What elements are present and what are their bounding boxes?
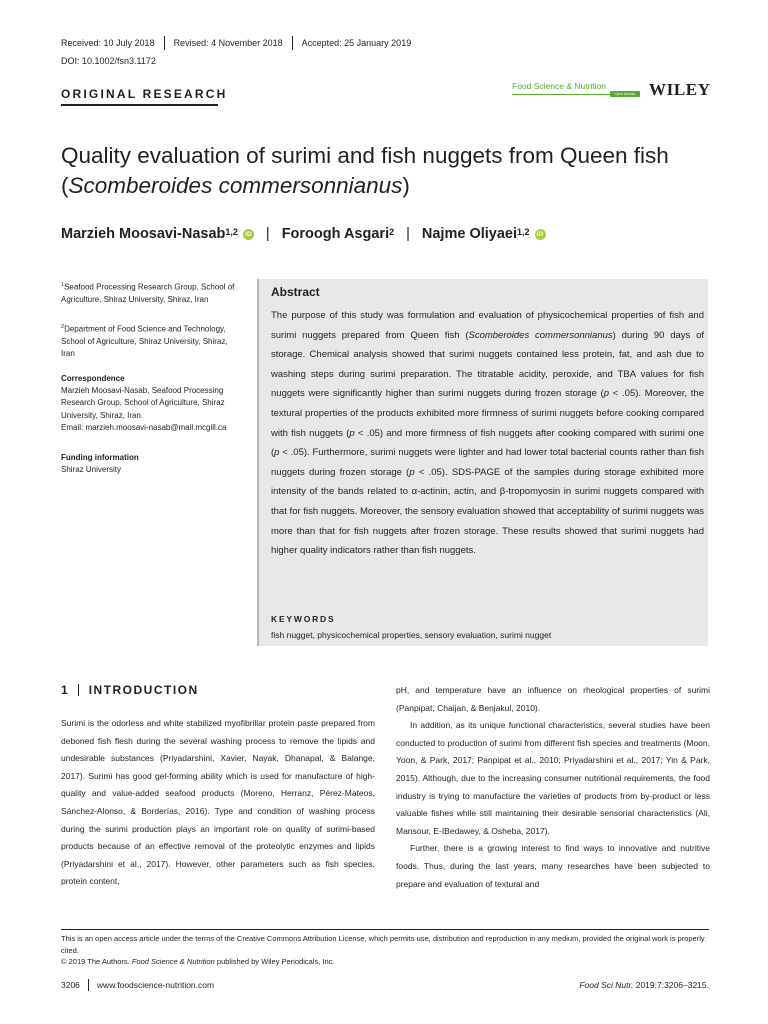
title-open-paren: ( bbox=[61, 173, 69, 198]
accepted-date: Accepted: 25 January 2019 bbox=[301, 38, 412, 48]
body-paragraph: pH, and temperature have an influence on rheological properties of surimi (Panpipat, Chaijan, & Benjakul, 2010). bbox=[396, 685, 710, 713]
p-value-symbol: p bbox=[349, 427, 355, 439]
citation-line bbox=[579, 980, 709, 990]
received-date: Received: 10 July 2018 bbox=[61, 38, 155, 48]
author-name[interactable]: Marzieh Moosavi-Nasab bbox=[61, 226, 226, 242]
abstract-box bbox=[257, 279, 708, 646]
keywords-text: fish nugget, physicochemical properties, sensory evaluation, surimi nugget bbox=[271, 630, 552, 640]
affiliation-sup: 1 bbox=[61, 282, 65, 288]
article-history bbox=[61, 36, 411, 50]
section-heading-introduction bbox=[61, 683, 199, 697]
copyright-line bbox=[61, 956, 709, 968]
orcid-icon[interactable]: iD bbox=[243, 229, 254, 240]
body-paragraph: Further, there is a growing interest to find ways to innovative and nutritive foods. Thus, during the last years, many researches have been subjected to prepare and evaluation of textural and bbox=[396, 843, 710, 889]
p-value-symbol: p bbox=[274, 447, 280, 459]
citation-journal: Food Sci Nutr. bbox=[579, 980, 634, 990]
author-affiliation-sup: 1,2 bbox=[225, 227, 238, 237]
correspondence bbox=[61, 373, 241, 434]
abstract-segment: < .05). SDS-PAGE of the samples during storage exhibited more intensity of the bands related to α-actinin, actin, and β-tropomyosin in surimi nuggets compared with that for fish nuggets. Moreover, the sensory evaluation showed that acceptability of surimi nuggets was more than that for fish nuggets after frozen storage. These results showed that surimi nuggets had higher quality indicators rather than fish nuggets. bbox=[271, 466, 704, 557]
copyright-journal: Food Science & Nutrition bbox=[131, 957, 215, 966]
author-affiliation-sup: 2 bbox=[389, 227, 395, 237]
body-column-right bbox=[396, 682, 710, 893]
open-access-label: Open Access bbox=[614, 92, 636, 96]
abstract-segment: < .05) and more firmness of fish nuggets after cooking compared with surimi one ( bbox=[271, 427, 704, 459]
revised-date: Revised: 4 November 2018 bbox=[173, 38, 283, 48]
section-heading-divider bbox=[78, 684, 79, 696]
author-affiliation-sup: 1,2 bbox=[517, 227, 530, 237]
footer-divider bbox=[88, 979, 89, 991]
affiliation-text: Department of Food Science and Technology, School of Agriculture, Shiraz University, Shiraz, Iran bbox=[61, 324, 228, 359]
abstract-segment: The purpose of this study was formulation and evaluation of physicochemical properties of fish and surimi nuggets prepared from Queen fish ( bbox=[271, 310, 704, 341]
correspondence-heading: Correspondence bbox=[61, 374, 125, 383]
page-number: 3206 bbox=[61, 980, 80, 990]
author-list bbox=[61, 226, 546, 242]
affiliation-sup: 2 bbox=[61, 324, 65, 330]
funding-text: Shiraz University bbox=[61, 465, 122, 475]
copyright-prefix: © 2019 The Authors. bbox=[61, 957, 132, 966]
page-footer bbox=[61, 979, 214, 991]
abstract-segment: < .05). Furthermore, surimi nuggets were lighter and had lower total bacterial counts rather than fish nuggets during frozen storage ( bbox=[271, 447, 704, 478]
body-paragraph: In addition, as its unique functional characteristics, several studies have been conducted to production of surimi from different fish species and treatments (Moon, Yoon, & Park, 2017; Panpipat et al., 2010; Priyadarshini et al., 2017; Yin & Park, 2015). Although, due to the increasing consumer nutritional requirements, the food industry is trying to manufacture the varieties of products from by-product or less valuable fishes while still maintaining their desirable sensorial characteristics (Ali, Mansour, E-IBedawey, & Osheba, 2017). bbox=[396, 720, 710, 836]
funding-information bbox=[61, 452, 241, 476]
title-main: Quality evaluation of surimi and fish nuggets from Queen fish bbox=[61, 143, 669, 168]
section-number: 1 bbox=[61, 683, 68, 697]
copyright-suffix: published by Wiley Periodicals, Inc. bbox=[214, 957, 335, 966]
keywords-heading: KEYWORDS bbox=[271, 614, 336, 624]
funding-heading: Funding information bbox=[61, 453, 139, 462]
section-title: INTRODUCTION bbox=[88, 683, 199, 697]
license-footnote bbox=[61, 933, 709, 968]
author-separator: | bbox=[406, 226, 410, 242]
section-underline bbox=[61, 104, 218, 106]
title-species: Scomberoides commersonnianus bbox=[68, 173, 403, 198]
article-title bbox=[61, 141, 721, 201]
citation-volume-pages: 2019;7:3206–3215. bbox=[633, 980, 709, 990]
journal-logo bbox=[512, 81, 640, 99]
p-value-symbol: p bbox=[603, 388, 609, 400]
abstract-segment: < .05). Moreover, the textural properties of the products exhibited more firmness of surimi nuggets before cooking compared with fish nuggets ( bbox=[271, 388, 704, 439]
history-divider bbox=[292, 36, 293, 50]
abstract-heading: Abstract bbox=[271, 285, 320, 299]
p-value-symbol: p bbox=[409, 466, 415, 478]
section-label: ORIGINAL RESEARCH bbox=[61, 87, 228, 101]
abstract-text bbox=[271, 306, 704, 561]
author-name[interactable]: Foroogh Asgari bbox=[281, 226, 390, 242]
title-close-paren: ) bbox=[402, 173, 410, 198]
open-access-badge bbox=[610, 91, 640, 97]
orcid-icon[interactable]: iD bbox=[535, 229, 546, 240]
abstract-segment: ) during 90 days of storage. Chemical analysis showed that surimi nuggets contained less protein, fat, and ash due to washing steps during surimi preparation. The titratable acidity, peroxide, and TBA values for fish nuggets were significantly higher than surimi nuggets during frozen storage ( bbox=[271, 329, 704, 400]
correspondence-email[interactable]: Email: marzieh.moosavi-nasab@mail.mcgill.ca bbox=[61, 422, 227, 432]
correspondence-text: Marzieh Moosavi-Nasab, Seafood Processing Research Group, School of Agriculture, Shiraz University, Shiraz, Iran. bbox=[61, 386, 225, 420]
history-divider bbox=[164, 36, 165, 50]
journal-website-link[interactable]: www.foodscience-nutrition.com bbox=[96, 980, 215, 990]
license-text: This is an open access article under the terms of the Creative Commons Attribution License, which permits use, distribution and reproduction in any medium, provided the original work is properly cited. bbox=[61, 934, 705, 955]
affiliation-text: Seafood Processing Research Group, School of Agriculture, Shiraz University, Shiraz, Iran bbox=[61, 282, 235, 304]
journal-logo-text: Food Science & Nutrition bbox=[512, 81, 607, 91]
journal-logo-bar bbox=[512, 94, 612, 95]
author-name[interactable]: Najme Oliyaei bbox=[421, 226, 517, 242]
abstract-species: Scomberoides commersonnianus bbox=[468, 329, 613, 341]
doi: DOI: 10.1002/fsn3.1172 bbox=[61, 56, 156, 66]
footer-rule bbox=[61, 929, 709, 930]
publisher-logo: WILEY bbox=[649, 80, 711, 99]
body-paragraph: Surimi is the odorless and white stabilized myofibrillar protein paste prepared from deboned fish flesh during the several washing process to remove the lipids and undesirable substances (Priyadarshini, Xavier, Nayak, Dhanapal, & Balange, 2017). Surimi has good gel-forming ability which is used for manufacture of high-quality and value-added seafood products (Moreno, Herranz, Pérez-Mateos, Sánchez-Alonso, & Borderías, 2016). Type and condition of washing process during the surimi production plays an important role on quality of surimi-based products because of an effective removal of the proteolytic enzymes and lipids (Priyadarshini et al., 2017). However, other parameters such as fish species, protein content, bbox=[61, 718, 375, 887]
body-column-left bbox=[61, 715, 375, 891]
affiliation-1 bbox=[61, 279, 241, 306]
affiliation-2 bbox=[61, 321, 241, 360]
author-separator: | bbox=[265, 226, 270, 242]
